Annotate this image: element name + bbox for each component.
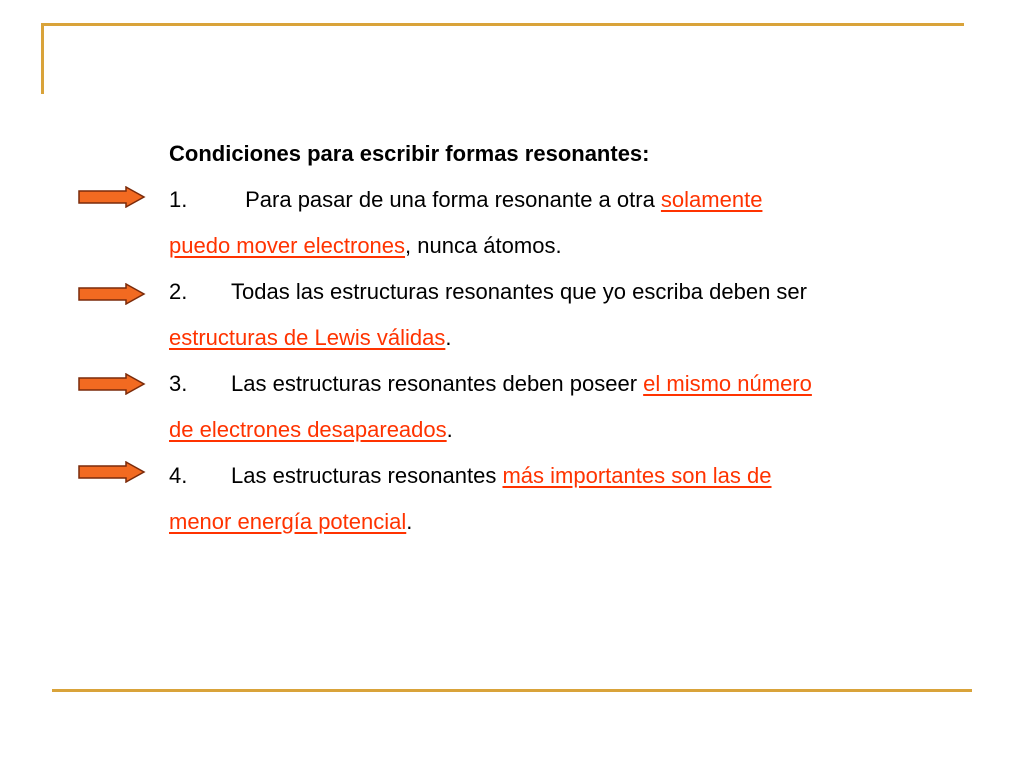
- condition-text: Todas las estructuras resonantes que yo escriba deben ser: [231, 279, 807, 304]
- condition-1-line-2: [169, 223, 949, 269]
- highlighted-text: menor energía potencial: [169, 509, 407, 534]
- condition-text: Las estructuras resonantes: [231, 463, 503, 488]
- condition-1-line-1: [169, 177, 949, 223]
- right-arrow-icon: [78, 461, 146, 483]
- highlighted-text: estructuras de Lewis válidas: [169, 325, 446, 350]
- slide-left-rule: [41, 23, 44, 94]
- condition-number: 2.: [169, 279, 188, 304]
- condition-text: , nunca átomos.: [405, 233, 562, 258]
- slide-top-rule: [41, 23, 964, 26]
- condition-2-line-2: [169, 315, 949, 361]
- highlighted-text: más importantes son las de: [502, 463, 772, 488]
- condition-text: .: [445, 325, 452, 350]
- right-arrow-icon: [78, 373, 146, 395]
- condition-text: .: [406, 509, 413, 534]
- condition-3-line-2: [169, 407, 949, 453]
- condition-number: 4.: [169, 463, 188, 488]
- condition-number: 1.: [169, 187, 188, 212]
- condition-text: .: [446, 417, 453, 442]
- condition-4-line-1: [169, 453, 949, 499]
- highlighted-text: puedo mover electrones: [169, 233, 406, 258]
- condition-3-line-1: [169, 361, 949, 407]
- highlighted-text: solamente: [660, 187, 763, 212]
- slide-bottom-rule: [52, 689, 972, 692]
- condition-text: Las estructuras resonantes deben poseer: [231, 371, 644, 396]
- condition-4-line-2: [169, 499, 949, 545]
- slide-heading: Condiciones para escribir formas resonantes:: [169, 141, 650, 166]
- slide-content: [169, 131, 949, 545]
- condition-2-line-1: [169, 269, 949, 315]
- right-arrow-icon: [78, 186, 146, 208]
- highlighted-text: el mismo número: [643, 371, 812, 396]
- condition-number: 3.: [169, 371, 188, 396]
- highlighted-text: de electrones desapareados: [169, 417, 447, 442]
- condition-text: Para pasar de una forma resonante a otra: [239, 187, 661, 212]
- right-arrow-icon: [78, 283, 146, 305]
